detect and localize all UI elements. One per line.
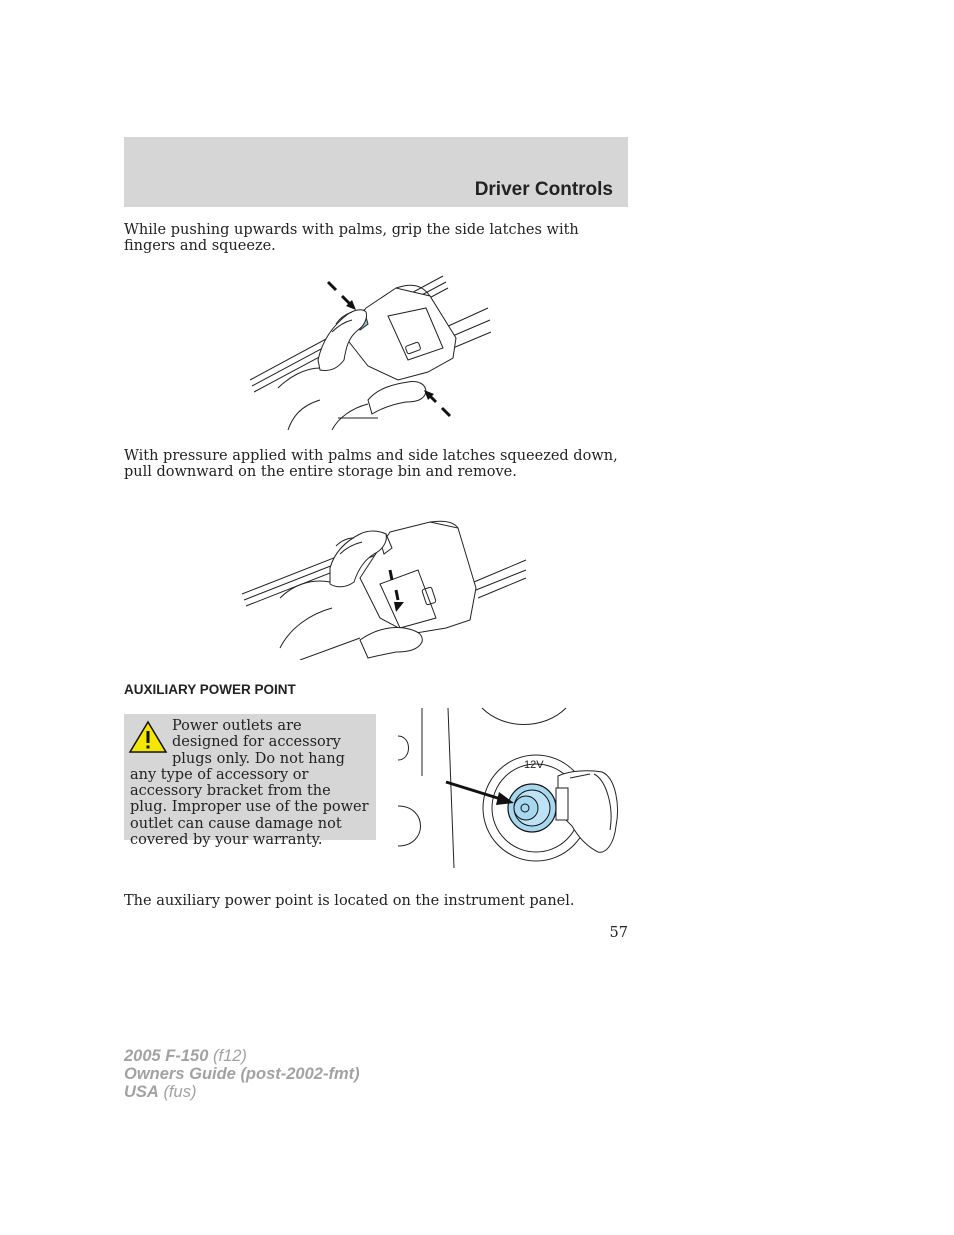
section-title: Driver Controls [474,179,613,200]
warning-triangle-icon [128,720,168,754]
instruction-paragraph-1: While pushing upwards with palms, grip the side latches with fingers and squeeze. [124,222,579,254]
footer-line-1: 2005 F-150 (f12) [124,1047,247,1065]
location-paragraph: The auxiliary power point is located on the instrument panel. [124,893,575,909]
outlet-voltage-label: 12V [524,759,544,771]
storage-bin-removal-illustration [240,498,530,660]
footer-line-2: Owners Guide (post-2002-fmt) [124,1065,360,1083]
footer-line-3: USA (fus) [124,1083,197,1101]
document-footer [124,1047,360,1101]
power-point-illustration [394,706,628,872]
page-number: 57 [609,925,628,941]
warning-text: Power outlets are designed for accessory plugs only. Do not hang any type of accessory or accessory bracket from the plug. Improper use of the power outlet can cause damage not covered by your warranty. [130,718,369,849]
section-header-band [124,137,628,207]
section-heading: AUXILIARY POWER POINT [124,682,296,697]
warning-box [124,714,376,849]
instruction-paragraph-2: With pressure applied with palms and side latches squeezed down, pull downward on the entire storage bin and remove. [124,448,618,480]
storage-bin-squeeze-illustration [248,268,508,430]
